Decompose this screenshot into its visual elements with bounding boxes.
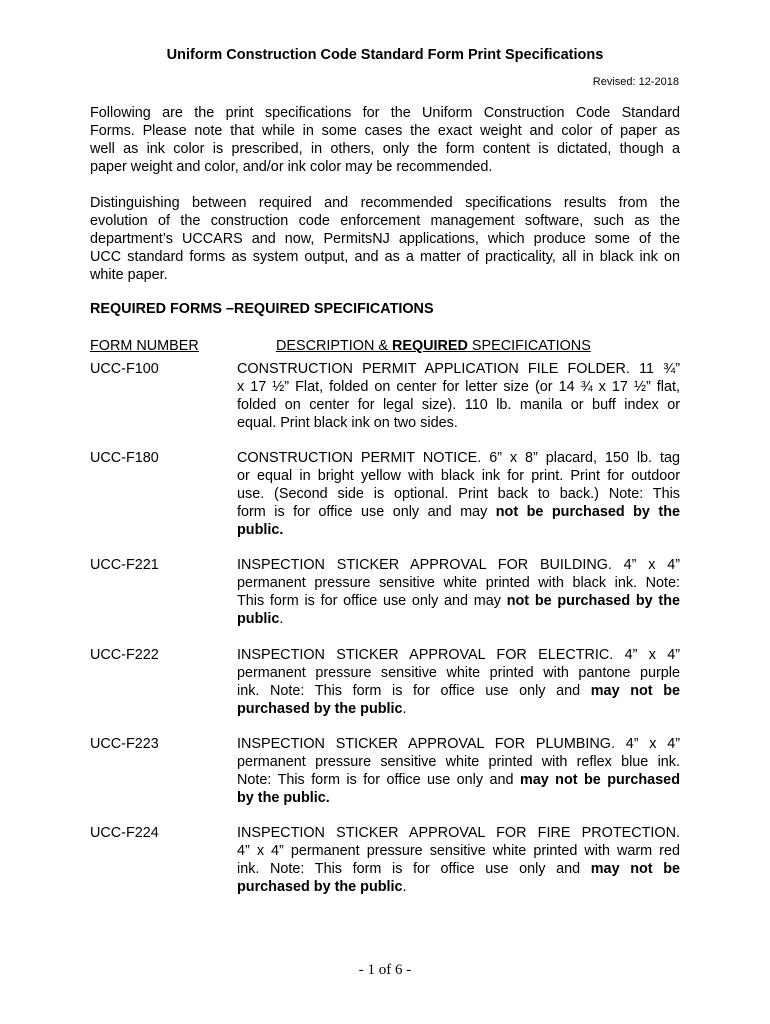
text: . (402, 879, 407, 895)
text: form is for office use only and may (237, 504, 496, 520)
column-header-prefix: DESCRIPTION & (276, 338, 392, 354)
text: This form is for office use only and may (237, 593, 507, 609)
form-description-line (237, 682, 680, 700)
bold-text: public. (237, 522, 284, 538)
form-description-line (237, 735, 680, 753)
text: . (402, 701, 407, 717)
bold-text: may not be purchased (519, 772, 680, 788)
form-description-line (237, 664, 680, 682)
form-description-line (237, 556, 680, 574)
distinguish-line: department’s UCCARS and now, PermitsNJ applications, which produce some of the (90, 231, 680, 247)
distinguish-line: UCC standard forms as system output, and as a matter of practicality, all in black ink on (90, 249, 680, 265)
column-header-description (276, 338, 591, 354)
text: INSPECTION STICKER APPROVAL FOR PLUMBING. 4” x 4” (237, 736, 680, 752)
text: equal. Print black ink on two sides. (237, 415, 458, 431)
column-header-required: REQUIRED (391, 338, 468, 354)
text: permanent pressure sensitive white printed with reflex blue ink. (237, 754, 680, 770)
text: x 17 ½” Flat, folded on center for letter size (or 14 ¾ x 17 ½” flat, (237, 379, 680, 395)
text: CONSTRUCTION PERMIT APPLICATION FILE FOLDER. 11 ¾” (237, 361, 680, 377)
form-number: UCC-F222 (90, 647, 159, 663)
bold-text: not be purchased by the (495, 504, 680, 520)
text: permanent pressure sensitive white printed with pantone purple (237, 665, 680, 681)
form-description-line (237, 646, 680, 664)
form-description-line (237, 592, 680, 610)
bold-text: not be purchased by the (506, 593, 680, 609)
text: 4” x 4” permanent pressure sensitive white printed with warm red (237, 843, 680, 859)
form-description-line (237, 610, 680, 628)
form-description-line (237, 753, 680, 771)
form-description-line (237, 378, 680, 396)
form-number: UCC-F221 (90, 557, 159, 573)
form-number: UCC-F224 (90, 825, 159, 841)
distinguish-line: evolution of the construction code enforcement management software, such as the (90, 213, 680, 229)
form-description-line (237, 414, 680, 432)
form-description-line (237, 789, 680, 807)
form-description-line (237, 449, 680, 467)
form-description-line (237, 503, 680, 521)
form-number: UCC-F180 (90, 450, 159, 466)
form-description-line (237, 521, 680, 539)
bold-text: purchased by the public (237, 879, 403, 895)
column-header-form-number: FORM NUMBER (90, 338, 199, 354)
text: use. (Second side is optional. Print back to back.) Note: This (237, 486, 680, 502)
column-header-suffix: SPECIFICATIONS (467, 338, 591, 354)
form-description-line (237, 360, 680, 378)
intro-line: Forms. Please note that while in some cases the exact weight and color of paper as (90, 123, 680, 139)
distinguish-line: Distinguishing between required and recommended specifications results from the (90, 195, 680, 211)
intro-line: well as ink color is prescribed, in others, only the form content is dictated, though a (90, 141, 680, 157)
form-description-line (237, 700, 680, 718)
text: Note: This form is for office use only and (237, 772, 520, 788)
text: CONSTRUCTION PERMIT NOTICE. 6” x 8” placard, 150 lb. tag (237, 450, 680, 466)
text: . (279, 611, 284, 627)
text: INSPECTION STICKER APPROVAL FOR FIRE PROTECTION. (237, 825, 680, 841)
form-description (237, 360, 680, 432)
text: or equal in bright yellow with black ink for print. Print for outdoor (237, 468, 680, 484)
intro-line: Following are the print specifications for the Uniform Construction Code Standard (90, 105, 680, 121)
form-description-line (237, 771, 680, 789)
form-description (237, 824, 680, 896)
bold-text: purchased by the public (237, 701, 403, 717)
document-title: Uniform Construction Code Standard Form Print Specifications (166, 47, 604, 63)
text: INSPECTION STICKER APPROVAL FOR ELECTRIC. 4” x 4” (237, 647, 680, 663)
distinguishing-paragraph (90, 194, 680, 284)
text: INSPECTION STICKER APPROVAL FOR BUILDING. 4” x 4” (237, 557, 680, 573)
bold-text: may not be (590, 683, 680, 699)
form-description (237, 735, 680, 807)
form-description (237, 646, 680, 718)
text: folded on center for legal size). 110 lb. manila or buff index or (237, 397, 680, 413)
form-description (237, 556, 680, 628)
form-number: UCC-F100 (90, 361, 159, 377)
page-number: - 1 of 6 - (358, 962, 412, 978)
section-heading: REQUIRED FORMS –REQUIRED SPECIFICATIONS (90, 301, 434, 317)
bold-text: public (237, 611, 280, 627)
text: permanent pressure sensitive white printed with black ink. Note: (237, 575, 680, 591)
intro-line: paper weight and color, and/or ink color may be recommended. (90, 159, 493, 175)
text: ink. Note: This form is for office use only and (237, 683, 591, 699)
form-description (237, 449, 680, 539)
form-description-line (237, 860, 680, 878)
form-description-line (237, 824, 680, 842)
form-description-line (237, 574, 680, 592)
form-description-line (237, 878, 680, 896)
bold-text: by the public. (237, 790, 330, 806)
text: ink. Note: This form is for office use only and (237, 861, 591, 877)
form-description-line (237, 467, 680, 485)
revised-date: Revised: 12-2018 (592, 76, 679, 88)
form-description-line (237, 842, 680, 860)
bold-text: may not be (590, 861, 680, 877)
form-description-line (237, 485, 680, 503)
form-description-line (237, 396, 680, 414)
distinguish-line: white paper. (90, 267, 168, 283)
form-number: UCC-F223 (90, 736, 159, 752)
intro-paragraph (90, 104, 680, 176)
